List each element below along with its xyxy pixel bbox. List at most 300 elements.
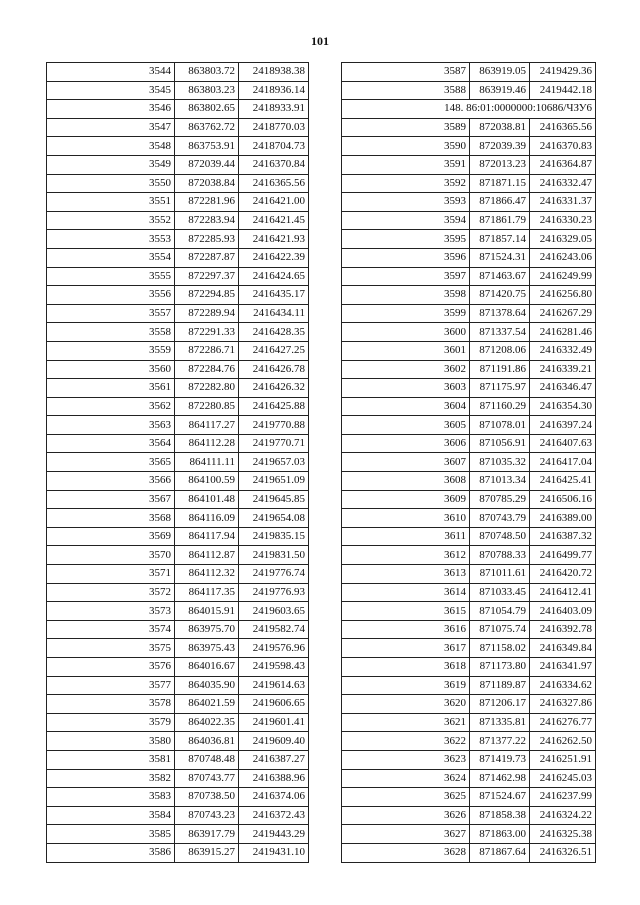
x-coordinate-cell: 871206.17 [470, 695, 530, 714]
table-row [47, 137, 309, 156]
x-coordinate-cell: 870738.50 [175, 788, 239, 807]
point-number-cell: 3568 [47, 509, 175, 528]
table-row [342, 397, 596, 416]
table-row [342, 360, 596, 379]
y-coordinate-cell: 2416389.00 [530, 509, 596, 528]
table-row [342, 323, 596, 342]
x-coordinate-cell: 864015.91 [175, 602, 239, 621]
point-number-cell: 3575 [47, 639, 175, 658]
x-coordinate-cell: 871054.79 [470, 602, 530, 621]
point-number-cell: 3613 [342, 565, 470, 584]
y-coordinate-cell: 2419609.40 [239, 732, 309, 751]
table-row [47, 769, 309, 788]
table-row [47, 434, 309, 453]
point-number-cell: 3603 [342, 379, 470, 398]
y-coordinate-cell: 2416499.77 [530, 546, 596, 565]
y-coordinate-cell: 2416364.87 [530, 155, 596, 174]
table-row [342, 732, 596, 751]
x-coordinate-cell: 864112.28 [175, 434, 239, 453]
table-row [47, 416, 309, 435]
point-number-cell: 3582 [47, 769, 175, 788]
y-coordinate-cell: 2416330.23 [530, 211, 596, 230]
table-row [342, 750, 596, 769]
x-coordinate-cell: 864100.59 [175, 472, 239, 491]
point-number-cell: 3624 [342, 769, 470, 788]
x-coordinate-cell: 864117.94 [175, 527, 239, 546]
table-row [342, 565, 596, 584]
point-number-cell: 3583 [47, 788, 175, 807]
point-number-cell: 3559 [47, 341, 175, 360]
coordinates-table-left [46, 62, 309, 863]
table-row [47, 155, 309, 174]
point-number-cell: 3616 [342, 620, 470, 639]
x-coordinate-cell: 864111.11 [175, 453, 239, 472]
x-coordinate-cell: 872289.94 [175, 304, 239, 323]
point-number-cell: 3554 [47, 248, 175, 267]
table-row [47, 788, 309, 807]
point-number-cell: 3591 [342, 155, 470, 174]
point-number-cell: 3609 [342, 490, 470, 509]
x-coordinate-cell: 864021.59 [175, 695, 239, 714]
point-number-cell: 3565 [47, 453, 175, 472]
y-coordinate-cell: 2416435.17 [239, 286, 309, 305]
table-row [47, 267, 309, 286]
point-number-cell: 3544 [47, 63, 175, 82]
y-coordinate-cell: 2419598.43 [239, 658, 309, 677]
point-number-cell: 3592 [342, 174, 470, 193]
point-number-cell: 3556 [47, 286, 175, 305]
x-coordinate-cell: 872282.80 [175, 379, 239, 398]
table-row [342, 676, 596, 695]
x-coordinate-cell: 864036.81 [175, 732, 239, 751]
point-number-cell: 3622 [342, 732, 470, 751]
y-coordinate-cell: 2416434.11 [239, 304, 309, 323]
y-coordinate-cell: 2418933.91 [239, 100, 309, 119]
y-coordinate-cell: 2419442.18 [530, 81, 596, 100]
point-number-cell: 3580 [47, 732, 175, 751]
table-row [342, 658, 596, 677]
point-number-cell: 3621 [342, 713, 470, 732]
table-row [342, 453, 596, 472]
y-coordinate-cell: 2416421.45 [239, 211, 309, 230]
point-number-cell: 3573 [47, 602, 175, 621]
x-coordinate-cell: 871013.34 [470, 472, 530, 491]
y-coordinate-cell: 2419776.93 [239, 583, 309, 602]
x-coordinate-cell: 870788.33 [470, 546, 530, 565]
point-number-cell: 3602 [342, 360, 470, 379]
y-coordinate-cell: 2416262.50 [530, 732, 596, 751]
x-coordinate-cell: 864016.67 [175, 658, 239, 677]
table-row [342, 546, 596, 565]
y-coordinate-cell: 2416412.41 [530, 583, 596, 602]
point-number-cell: 3549 [47, 155, 175, 174]
x-coordinate-cell: 863753.91 [175, 137, 239, 156]
table-row [47, 397, 309, 416]
point-number-cell: 3597 [342, 267, 470, 286]
x-coordinate-cell: 871173.80 [470, 658, 530, 677]
point-number-cell: 3587 [342, 63, 470, 82]
page-number: 101 [311, 34, 329, 48]
y-coordinate-cell: 2416428.35 [239, 323, 309, 342]
x-coordinate-cell: 863919.46 [470, 81, 530, 100]
point-number-cell: 3599 [342, 304, 470, 323]
x-coordinate-cell: 871861.79 [470, 211, 530, 230]
y-coordinate-cell: 2416425.41 [530, 472, 596, 491]
point-number-cell: 3627 [342, 825, 470, 844]
x-coordinate-cell: 872285.93 [175, 230, 239, 249]
table-row [47, 546, 309, 565]
x-coordinate-cell: 864117.35 [175, 583, 239, 602]
y-coordinate-cell: 2416332.47 [530, 174, 596, 193]
table-row [342, 713, 596, 732]
point-number-cell: 3569 [47, 527, 175, 546]
point-number-cell: 3608 [342, 472, 470, 491]
x-coordinate-cell: 863975.43 [175, 639, 239, 658]
y-coordinate-cell: 2416341.97 [530, 658, 596, 677]
x-coordinate-cell: 872039.39 [470, 137, 530, 156]
table-row [342, 788, 596, 807]
y-coordinate-cell: 2416243.06 [530, 248, 596, 267]
x-coordinate-cell: 864112.87 [175, 546, 239, 565]
table-row [47, 118, 309, 137]
point-number-cell: 3566 [47, 472, 175, 491]
table-row [342, 118, 596, 137]
x-coordinate-cell: 872038.84 [175, 174, 239, 193]
table-row [47, 100, 309, 119]
y-coordinate-cell: 2416387.32 [530, 527, 596, 546]
x-coordinate-cell: 871377.22 [470, 732, 530, 751]
y-coordinate-cell: 2416407.63 [530, 434, 596, 453]
x-coordinate-cell: 871189.87 [470, 676, 530, 695]
y-coordinate-cell: 2416397.24 [530, 416, 596, 435]
x-coordinate-cell: 871857.14 [470, 230, 530, 249]
x-coordinate-cell: 870748.48 [175, 750, 239, 769]
y-coordinate-cell: 2419770.71 [239, 434, 309, 453]
y-coordinate-cell: 2419603.65 [239, 602, 309, 621]
table-row [342, 509, 596, 528]
x-coordinate-cell: 872297.37 [175, 267, 239, 286]
table-row [47, 360, 309, 379]
point-number-cell: 3612 [342, 546, 470, 565]
point-number-cell: 3585 [47, 825, 175, 844]
table-row [342, 286, 596, 305]
y-coordinate-cell: 2418936.14 [239, 81, 309, 100]
table-row [342, 602, 596, 621]
point-number-cell: 3593 [342, 193, 470, 212]
table-row [47, 323, 309, 342]
x-coordinate-cell: 870743.79 [470, 509, 530, 528]
y-coordinate-cell: 2416426.32 [239, 379, 309, 398]
x-coordinate-cell: 871191.86 [470, 360, 530, 379]
table-row [342, 825, 596, 844]
x-coordinate-cell: 871175.97 [470, 379, 530, 398]
point-number-cell: 3576 [47, 658, 175, 677]
point-number-cell: 3551 [47, 193, 175, 212]
table-row [342, 490, 596, 509]
x-coordinate-cell: 871462.98 [470, 769, 530, 788]
x-coordinate-cell: 872281.96 [175, 193, 239, 212]
x-coordinate-cell: 871420.75 [470, 286, 530, 305]
point-number-cell: 3557 [47, 304, 175, 323]
table-row [342, 527, 596, 546]
point-number-cell: 3590 [342, 137, 470, 156]
table-row [342, 155, 596, 174]
point-number-cell: 3588 [342, 81, 470, 100]
table-row [47, 695, 309, 714]
x-coordinate-cell: 871337.54 [470, 323, 530, 342]
point-number-cell: 3581 [47, 750, 175, 769]
table-row [47, 713, 309, 732]
table-row [342, 434, 596, 453]
point-number-cell: 3606 [342, 434, 470, 453]
y-coordinate-cell: 2419614.63 [239, 676, 309, 695]
table-row [342, 193, 596, 212]
point-number-cell: 3611 [342, 527, 470, 546]
x-coordinate-cell: 872038.81 [470, 118, 530, 137]
table-row [47, 230, 309, 249]
point-number-cell: 3625 [342, 788, 470, 807]
table-row [47, 63, 309, 82]
table-row [47, 639, 309, 658]
y-coordinate-cell: 2419431.10 [239, 843, 309, 862]
x-coordinate-cell: 872013.23 [470, 155, 530, 174]
y-coordinate-cell: 2416427.25 [239, 341, 309, 360]
y-coordinate-cell: 2416331.37 [530, 193, 596, 212]
x-coordinate-cell: 871035.32 [470, 453, 530, 472]
y-coordinate-cell: 2416403.09 [530, 602, 596, 621]
table-row [47, 193, 309, 212]
x-coordinate-cell: 871863.00 [470, 825, 530, 844]
point-number-cell: 3546 [47, 100, 175, 119]
x-coordinate-cell: 863915.27 [175, 843, 239, 862]
table-row [47, 602, 309, 621]
x-coordinate-cell: 871011.61 [470, 565, 530, 584]
x-coordinate-cell: 864112.32 [175, 565, 239, 584]
x-coordinate-cell: 870743.23 [175, 806, 239, 825]
point-number-cell: 3579 [47, 713, 175, 732]
y-coordinate-cell: 2416425.88 [239, 397, 309, 416]
y-coordinate-cell: 2416388.96 [239, 769, 309, 788]
table-row [47, 750, 309, 769]
table-row [342, 137, 596, 156]
table-row [47, 286, 309, 305]
x-coordinate-cell: 863975.70 [175, 620, 239, 639]
table-row [342, 81, 596, 100]
y-coordinate-cell: 2416370.83 [530, 137, 596, 156]
table-row [342, 416, 596, 435]
point-number-cell: 3615 [342, 602, 470, 621]
y-coordinate-cell: 2416372.43 [239, 806, 309, 825]
y-coordinate-cell: 2419776.74 [239, 565, 309, 584]
y-coordinate-cell: 2419645.85 [239, 490, 309, 509]
table-row [47, 825, 309, 844]
x-coordinate-cell: 864117.27 [175, 416, 239, 435]
section-heading-row [342, 100, 596, 119]
table-row [47, 676, 309, 695]
x-coordinate-cell: 871866.47 [470, 193, 530, 212]
table-row [47, 843, 309, 862]
x-coordinate-cell: 871078.01 [470, 416, 530, 435]
y-coordinate-cell: 2416324.22 [530, 806, 596, 825]
table-row [342, 174, 596, 193]
table-row [342, 230, 596, 249]
point-number-cell: 3586 [47, 843, 175, 862]
x-coordinate-cell: 863803.23 [175, 81, 239, 100]
y-coordinate-cell: 2416370.84 [239, 155, 309, 174]
y-coordinate-cell: 2419582.74 [239, 620, 309, 639]
table-row [342, 639, 596, 658]
point-number-cell: 3577 [47, 676, 175, 695]
y-coordinate-cell: 2419835.15 [239, 527, 309, 546]
x-coordinate-cell: 871160.29 [470, 397, 530, 416]
y-coordinate-cell: 2416387.27 [239, 750, 309, 769]
point-number-cell: 3596 [342, 248, 470, 267]
x-coordinate-cell: 871871.15 [470, 174, 530, 193]
table-row [47, 509, 309, 528]
y-coordinate-cell: 2418704.73 [239, 137, 309, 156]
point-number-cell: 3619 [342, 676, 470, 695]
y-coordinate-cell: 2416349.84 [530, 639, 596, 658]
point-number-cell: 3545 [47, 81, 175, 100]
section-heading: 148. 86:01:0000000:10686/ЧЗУ6 [342, 100, 596, 119]
table-row [47, 565, 309, 584]
point-number-cell: 3626 [342, 806, 470, 825]
y-coordinate-cell: 2416276.77 [530, 713, 596, 732]
x-coordinate-cell: 871033.45 [470, 583, 530, 602]
point-number-cell: 3601 [342, 341, 470, 360]
point-number-cell: 3563 [47, 416, 175, 435]
table-row [342, 304, 596, 323]
y-coordinate-cell: 2416417.04 [530, 453, 596, 472]
point-number-cell: 3574 [47, 620, 175, 639]
table-row [342, 341, 596, 360]
coordinates-table-right [341, 62, 596, 863]
point-number-cell: 3555 [47, 267, 175, 286]
point-number-cell: 3604 [342, 397, 470, 416]
table-row [47, 806, 309, 825]
point-number-cell: 3598 [342, 286, 470, 305]
y-coordinate-cell: 2416325.38 [530, 825, 596, 844]
y-coordinate-cell: 2416421.00 [239, 193, 309, 212]
x-coordinate-cell: 872294.85 [175, 286, 239, 305]
table-row [47, 658, 309, 677]
y-coordinate-cell: 2416365.56 [530, 118, 596, 137]
table-row [47, 583, 309, 602]
y-coordinate-cell: 2419831.50 [239, 546, 309, 565]
point-number-cell: 3572 [47, 583, 175, 602]
point-number-cell: 3600 [342, 323, 470, 342]
y-coordinate-cell: 2416251.91 [530, 750, 596, 769]
x-coordinate-cell: 871524.67 [470, 788, 530, 807]
table-row [342, 379, 596, 398]
x-coordinate-cell: 871158.02 [470, 639, 530, 658]
x-coordinate-cell: 871867.64 [470, 843, 530, 862]
table-row [342, 695, 596, 714]
point-number-cell: 3564 [47, 434, 175, 453]
x-coordinate-cell: 863919.05 [470, 63, 530, 82]
y-coordinate-cell: 2416281.46 [530, 323, 596, 342]
y-coordinate-cell: 2419770.88 [239, 416, 309, 435]
y-coordinate-cell: 2416354.30 [530, 397, 596, 416]
table-row [342, 769, 596, 788]
point-number-cell: 3589 [342, 118, 470, 137]
point-number-cell: 3594 [342, 211, 470, 230]
x-coordinate-cell: 870785.29 [470, 490, 530, 509]
point-number-cell: 3618 [342, 658, 470, 677]
x-coordinate-cell: 871378.64 [470, 304, 530, 323]
point-number-cell: 3595 [342, 230, 470, 249]
y-coordinate-cell: 2419606.65 [239, 695, 309, 714]
table-row [47, 174, 309, 193]
x-coordinate-cell: 872287.87 [175, 248, 239, 267]
y-coordinate-cell: 2416237.99 [530, 788, 596, 807]
table-row [47, 490, 309, 509]
point-number-cell: 3548 [47, 137, 175, 156]
x-coordinate-cell: 863762.72 [175, 118, 239, 137]
table-row [342, 843, 596, 862]
point-number-cell: 3553 [47, 230, 175, 249]
y-coordinate-cell: 2416421.93 [239, 230, 309, 249]
point-number-cell: 3610 [342, 509, 470, 528]
x-coordinate-cell: 863917.79 [175, 825, 239, 844]
table-row [47, 248, 309, 267]
y-coordinate-cell: 2419654.08 [239, 509, 309, 528]
point-number-cell: 3607 [342, 453, 470, 472]
point-number-cell: 3558 [47, 323, 175, 342]
point-number-cell: 3614 [342, 583, 470, 602]
x-coordinate-cell: 871056.91 [470, 434, 530, 453]
point-number-cell: 3560 [47, 360, 175, 379]
x-coordinate-cell: 864101.48 [175, 490, 239, 509]
point-number-cell: 3567 [47, 490, 175, 509]
y-coordinate-cell: 2416327.86 [530, 695, 596, 714]
x-coordinate-cell: 872286.71 [175, 341, 239, 360]
y-coordinate-cell: 2418770.03 [239, 118, 309, 137]
x-coordinate-cell: 864035.90 [175, 676, 239, 695]
y-coordinate-cell: 2416339.21 [530, 360, 596, 379]
table-row [47, 472, 309, 491]
y-coordinate-cell: 2416424.65 [239, 267, 309, 286]
y-coordinate-cell: 2416267.29 [530, 304, 596, 323]
y-coordinate-cell: 2416334.62 [530, 676, 596, 695]
x-coordinate-cell: 870743.77 [175, 769, 239, 788]
y-coordinate-cell: 2418938.38 [239, 63, 309, 82]
point-number-cell: 3552 [47, 211, 175, 230]
y-coordinate-cell: 2416256.80 [530, 286, 596, 305]
point-number-cell: 3561 [47, 379, 175, 398]
x-coordinate-cell: 871075.74 [470, 620, 530, 639]
y-coordinate-cell: 2416422.39 [239, 248, 309, 267]
x-coordinate-cell: 871419.73 [470, 750, 530, 769]
x-coordinate-cell: 871524.31 [470, 248, 530, 267]
y-coordinate-cell: 2416365.56 [239, 174, 309, 193]
y-coordinate-cell: 2416374.06 [239, 788, 309, 807]
y-coordinate-cell: 2416326.51 [530, 843, 596, 862]
point-number-cell: 3623 [342, 750, 470, 769]
table-row [342, 806, 596, 825]
table-row [47, 620, 309, 639]
y-coordinate-cell: 2419601.41 [239, 713, 309, 732]
y-coordinate-cell: 2419651.09 [239, 472, 309, 491]
table-row [342, 211, 596, 230]
x-coordinate-cell: 871463.67 [470, 267, 530, 286]
y-coordinate-cell: 2416506.16 [530, 490, 596, 509]
table-row [47, 379, 309, 398]
x-coordinate-cell: 871335.81 [470, 713, 530, 732]
y-coordinate-cell: 2416329.05 [530, 230, 596, 249]
y-coordinate-cell: 2419657.03 [239, 453, 309, 472]
point-number-cell: 3570 [47, 546, 175, 565]
